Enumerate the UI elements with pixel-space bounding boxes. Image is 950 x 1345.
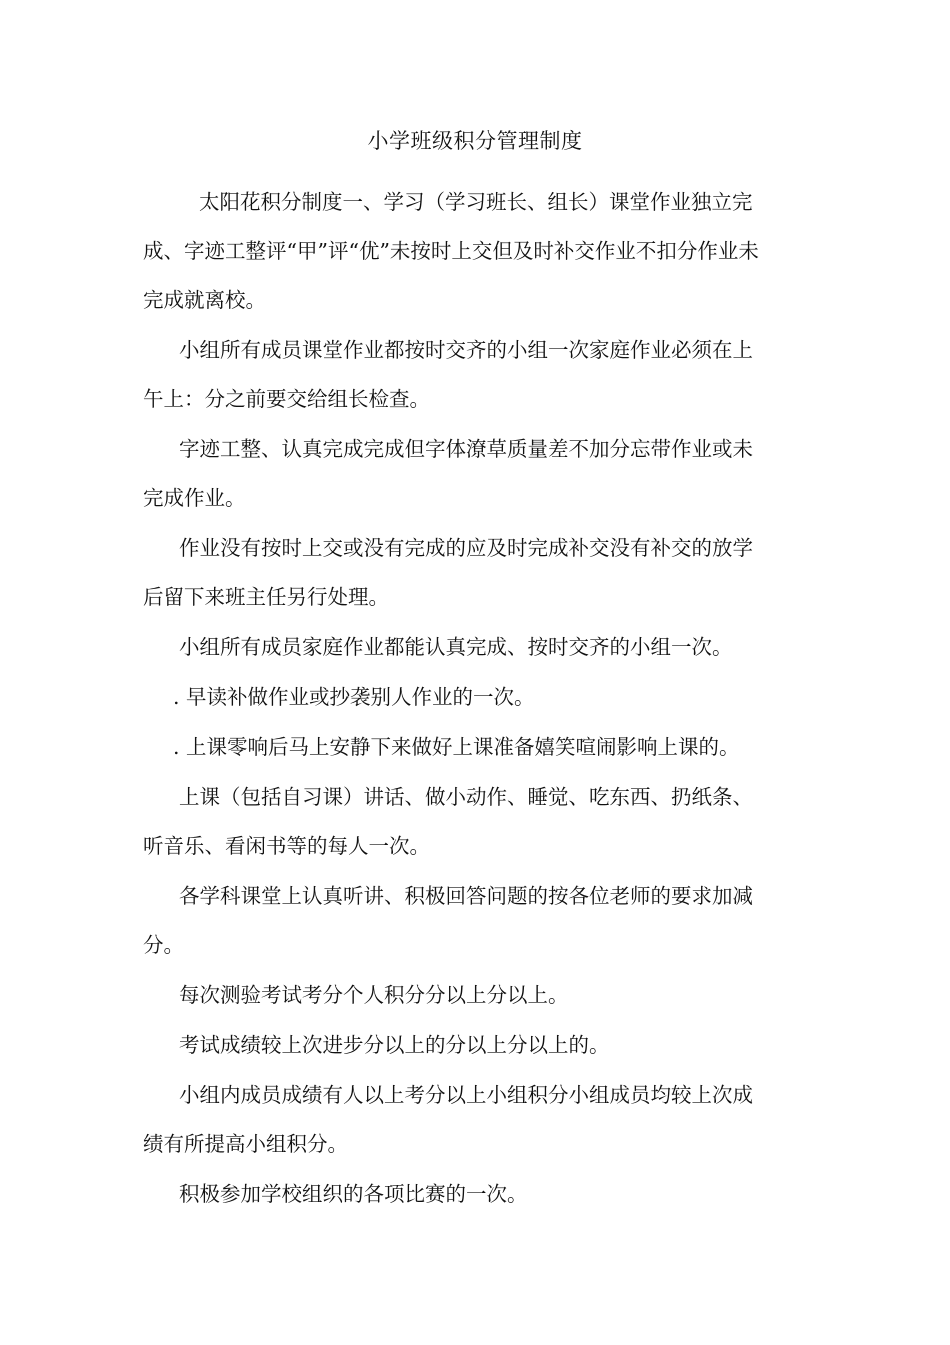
- paragraph-3: 字迹工整、认真完成完成但字体潦草质量差不加分忘带作业或未完成作业。: [143, 437, 753, 510]
- document-body: [143, 178, 773, 1220]
- paragraph-11: 考试成绩较上次进步分以上的分以上分以上的。: [179, 1033, 610, 1057]
- paragraph-13: 积极参加学校组织的各项比赛的一次。: [179, 1182, 528, 1206]
- paragraph-12: 小组内成员成绩有人以上考分以上小组积分小组成员均较上次成绩有所提高小组积分。: [143, 1083, 753, 1156]
- paragraph-1: 太阳花积分制度一、学习（学习班长、组长）课堂作业独立完成、字迹工整评“甲”评“优”未按时上交但及时补交作业不扣分作业未完成就离校。: [143, 190, 759, 312]
- paragraph-5: 小组所有成员家庭作业都能认真完成、按时交齐的小组一次。: [179, 635, 733, 659]
- paragraph-7: . 上课零响后马上安静下来做好上课准备嬉笑喧闹影响上课的。: [173, 735, 740, 759]
- paragraph-6: . 早读补做作业或抄袭别人作业的一次。: [173, 685, 535, 709]
- paragraph-9: 各学科课堂上认真听讲、积极回答问题的按各位老师的要求加减分。: [143, 884, 753, 957]
- paragraph-2: 小组所有成员课堂作业都按时交齐的小组一次家庭作业必须在上午上：分之前要交给组长检查。: [143, 338, 753, 411]
- document-title: 小学班级积分管理制度: [367, 129, 583, 153]
- paragraph-8: 上课（包括自习课）讲话、做小动作、睡觉、吃东西、扔纸条、听音乐、看闲书等的每人一次。: [143, 785, 753, 858]
- paragraph-4: 作业没有按时上交或没有完成的应及时完成补交没有补交的放学后留下来班主任另行处理。: [143, 536, 753, 609]
- paragraph-10: 每次测验考试考分个人积分分以上分以上。: [179, 983, 569, 1007]
